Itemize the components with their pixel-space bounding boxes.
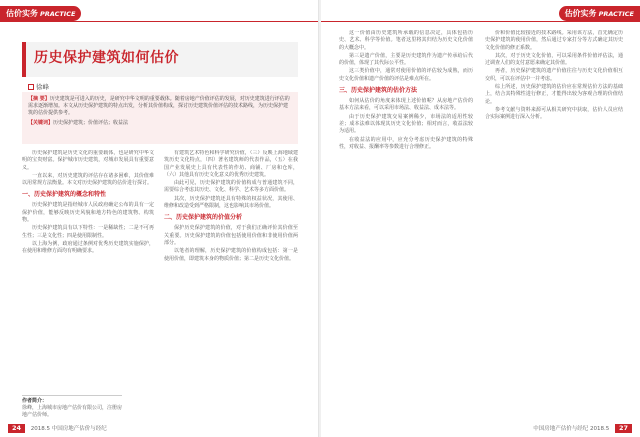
section-heading: 二、历史保护建筑的价值分析 bbox=[164, 214, 243, 222]
section-label: 估价实务 bbox=[564, 9, 597, 18]
header-rule bbox=[0, 21, 319, 22]
section-tab-left bbox=[0, 6, 81, 21]
page-number: 24 bbox=[8, 424, 25, 433]
author-icon bbox=[28, 84, 34, 90]
body-column-2: 有建筑艺术特色和科学研究价值，（三）反映上海地域建筑历史文化特点，（四）著名建筑师的代表作品，（五）在我国产业发展史上具有代表性的作坊、商铺、厂房和仓库，（六）其他具有历史文化意义的优秀历史建筑。 由此可见，历史保护建筑的价值构成与普通建筑不同，需要综合考虑其历史、文化、科学、艺术等多方面价值。 其次，历史保护建筑还具有特殊的权益状况，其使用、维修和改造受到严格限制，这也影响其市场价值。 二、历史保护建筑的价值分析 保护历史保护建筑的价值，对于我们正确评价其价值至关重要。历史保护建筑的价值包括使用价值和非使用价值两部分。 以笔者的理解，历史保护建筑的价值构成包括：第一是使用价值，即建筑本身的物质价值；第二是历史文化价值。 bbox=[164, 150, 298, 262]
section-label-en: PRACTICE bbox=[40, 10, 76, 18]
body-column-1: 历史保护建筑是历史文化的重要载体，也是研究中华文明的宝贵财富。保护城市历史建筑，对城市发展具有重要意义。 一直以来，对历史建筑的评估存在诸多困难，其价值难以用常规方法衡量。本文对历史保护建筑的估价进行探讨。 一、历史保护建筑的概念和特性 历史保护建筑是指经城市人民政府确定公布的具有一定保护价值，能够反映历史风貌和地方特色的建筑物、构筑物。 历史保护建筑具有以下特性：一是稀缺性；二是不可再生性；三是文化性；四是使用限制性。 以上海为例，政府通过条例对优秀历史建筑实施保护，在使用和维修方面均有明确要求。 bbox=[22, 150, 154, 255]
issue-label: 2018.5 中国房地产估价与经纪 bbox=[30, 426, 107, 432]
article-title: 历史保护建筑如何估价 bbox=[34, 50, 179, 66]
right-page bbox=[321, 0, 640, 437]
body-column-4: 价和价值比较接近的技术路线。采用该方法，首先确定历史保护建筑的使用价值，然后通过专家打分等方式确定其历史文化价值的修正系数。 其次，对于历史文化价值，可以采用条件价值评估法，通过调查人们的支付意愿来确定其价值。 再者，历史保护建筑的遗产价值往往与历史文化价值相互交织，可以在评估中一并考虑。 综上所述，历史保护建筑的估价应在常规估价方法的基础上，结合其特殊性进行修正，才能得出较为客观合理的价值结论。 参考文献与资料来源可从相关研究中获取，估价人员应结合实际案例进行深入分析。 bbox=[485, 30, 623, 121]
section-label: 估价实务 bbox=[6, 9, 38, 18]
author-line bbox=[28, 82, 49, 91]
footer-right bbox=[533, 424, 632, 433]
issue-label: 中国房地产估价与经纪 2018.5 bbox=[533, 426, 610, 432]
section-heading: 三、历史保护建筑的估价方法 bbox=[339, 87, 418, 95]
page-number: 27 bbox=[615, 424, 632, 433]
header-rule bbox=[321, 21, 640, 22]
abstract: 【摘 要】历史建筑是可进入的历史，是研究中华文明的重要载体。随着房地产价值评估的发展，对历史建筑进行评估的需求逐渐增加。本文从历史保护建筑的特点出发，分析其价值构成，探讨历史建筑价值评估的技术路线，为历史保护建筑的估价提供参考。 bbox=[28, 96, 290, 117]
section-heading: 一、历史保护建筑的概念和特性 bbox=[22, 191, 107, 199]
title-box bbox=[22, 42, 298, 77]
footer-left bbox=[8, 424, 107, 433]
keywords: 【关键词】历史保护建筑；价值评估；收益法 bbox=[28, 119, 129, 126]
abstract-box bbox=[22, 92, 298, 144]
author-name: 徐峰 bbox=[36, 83, 49, 91]
section-tab-right bbox=[559, 6, 640, 21]
body-column-3: 这一价值由历史建筑所承载的信息决定，具体包括历史、艺术、科学等价值。笔者这里将其归结为历史文化价值的大概念中。 第三是遗产价值，主要是历史建筑作为遗产传承给后代的价值，体现了其代际公平性。 这三类价值中，通常对使用价值的评估较为成熟，而历史文化价值和遗产价值的评估是难点所在。 三、历史保护建筑的估价方法 如何从估价的角度来体现上述价值呢？从房地产估价的基本方法来看，可以采用市场法、收益法、成本法等。 由于历史保护建筑交易案例稀少，市场法的适用性较差；成本法难以体现其历史文化价值；相对而言，收益法较为适用。 在收益法的应用中，应充分考虑历史保护建筑的特殊性，对收益、报酬率等参数进行合理修正。 bbox=[339, 30, 473, 150]
left-page bbox=[0, 0, 319, 437]
section-label-en: PRACTICE bbox=[598, 10, 634, 18]
author-note: 作者简介： 徐峰，上海城市房地产估价有限公司，注册房地产估价师。 bbox=[22, 395, 122, 419]
